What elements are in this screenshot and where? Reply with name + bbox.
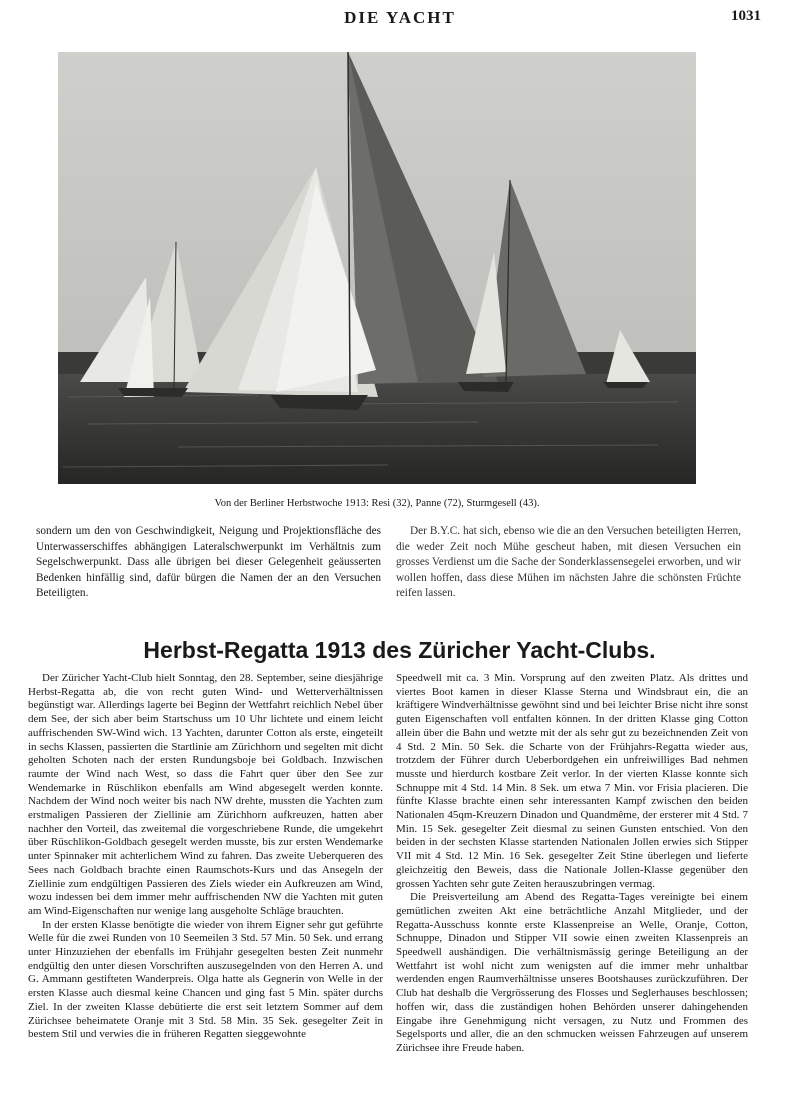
- running-head: [0, 8, 799, 32]
- article-paragraph: Speedwell mit ca. 3 Min. Vorsprung auf den zweiten Platz. Als drittes und viertes Boot kamen in dieser Klasse Sterna und Windsbraut ein, die an kräftigere Windverhältnisse gewöhnt sind und bei leichter Brise nicht ihre sonst guten Eigenschaften voll entfalten können. In der dritten Klasse ging Cotton allein über die Bahn und wetzte mit der als sehr gut zu bezeichnenden Zeit von 4 Std. 2 Min. 50 Sek. die Scharte von der Frühjahrs-Regatta wieder aus, trotzdem der Führer durch Ueberbordgehen ein unfreiwilliges Bad nehmen musste und hierdurch kostbare Zeit verlor. In der vierten Klasse konnte sich Schnuppe mit 4 Std. 14 Min. 8 Sek. um etwa 7 Min. vor Frisia placieren. Die fünfte Klasse brachte einen sehr interessanten Kampf zwischen den beiden Nationalen 45qm-Kreuzern Dinadon und Quandmême, der ersterer mit 4 Std. 7 Min. 15 Sek. gesegelter Zeit diesmal zu seinen Gunsten entschied. Von den beiden in der sechsten Klasse startenden Nationalen Jollen erwies sich Stipper VII mit 4 Std. 12 Min. 16 Sek. gesegelter Zeit Stine überlegen und lieferte gleichzeitig den Beweis, dass die Nationale Jollen-Klasse gegenüber den grossen Yachten sehr gute Zeiten herauszubringen vermag.: [396, 672, 748, 890]
- running-title: DIE YACHT: [344, 8, 456, 27]
- article-paragraph: Der Züricher Yacht-Club hielt Sonntag, den 28. September, seine diesjährige Herbst-Regatta ab, die von recht guten Wind- und Wetterverhältnissen begünstigt war. Allerdings lagerte bei Beginn der Wettfahrt reichlich Nebel über dem See, der sich aber beim Startschuss um 10 Uhr lichtete und einem leicht auffrischenden SW-Wind wich. 13 Yachten, darunter Cotton als erste, eingeteilt in sechs Klassen, passierten die Startlinie am Zürichhorn und segelten mit dicht geholten Schoten nach der ersten Rundungsboje bei Goldbach. Inzwischen raumte der Wind nach West, so dass die Fahrt quer über den See zur Wendemarke in Rüschlikon ebenfalls am Wind abgesegelt werden konnte. Nachdem der Wind noch weiter bis nach NW drehte, mussten die Yachten zum erstmaligen Passieren der Ziellinie am Zürichhorn aufkreuzen, hatten aber nachher den Vorteil, das zweitemal die vorgeschriebene Runde, die umgekehrt über Rüschlikon-Goldbach gesegelt werden musste, bis zur ersten Wendemarke unter Spinnaker mit achterlichem Wind zu fahren. Das zweite Ueberqueren des Sees nach Goldbach brachte einen Raumschots-Kurs und das Ansegeln der Ziellinie zum endgültigen Passieren des Ziels wieder ein Aufkreuzen am Wind, wozu indessen bei dem immer mehr auffrischenden NW die Yachten mit guten am Wind-Eigenschaften nur wenige lang ausgeholte Schläge brauchten.: [28, 672, 383, 917]
- sailboats-illustration: [58, 52, 696, 484]
- article-paragraph: In der ersten Klasse benötigte die wieder von ihrem Eigner sehr gut geführte Welle für die zwei Runden von 10 Seemeilen 3 Std. 57 Min. 50 Sek. und errang unter Hinzuziehen der ebenfalls im Frühjahr gesegelten besten Zeit nunmehr endgültig den unter diesen Vorschriften auszusegelnden von den Herren A. und G. Ammann gestifteten Wanderpreis. Olga hatte als Gegnerin von Welle in der ersten Klasse auch diesmal keine Chancen und ging fast 5 Min. später durchs Ziel. In der zweiten Klasse debütierte die erst seit letztem Sommer auf dem Zürichsee beheimatete Oranje mit 3 Std. 58 Min. 35 Sek. gesegelter Zeit in bestem Stil und verwies die in früheren Regatten sieggewohnte: [28, 918, 383, 1041]
- article-title: Herbst-Regatta 1913 des Züricher Yacht-Clubs.: [143, 637, 656, 663]
- upper-right-column: [396, 524, 741, 602]
- article-left-column: [28, 672, 383, 1042]
- article-paragraph: Die Preisverteilung am Abend des Regatta-Tages vereinigte bei einem gemütlichen zweiten Akt eine beträchtliche Anzahl Mitglieder, und der Regatta-Ausschuss konnte erste Klassenpreise an Welle, Oranje, Cotton, Schnuppe, Dinadon und Stipper VII sowie einen zweiten Klassenpreis an Speedwell aushändigen. Die verhältnismässig geringe Beteiligung an der Wettfahrt ist wohl nicht zum wenigsten auf die immer mehr unhaltbar werdenden engen Raumverhältnisse unseres Bootshauses zurückzuführen. Der Club hat deshalb die Vergrösserung des Flosses und Seglerhauses beschlossen; hoffen wir, dass die zuständigen hohen Behörden unserer dahingehenden Eingabe ihre Genehmigung nicht versagen, zu Nutz und Frommen des Segelsports und aller, die an den schmucken weissen Fahrzeugen auf unserem Zürichsee ihre Freude haben.: [396, 891, 748, 1054]
- regatta-photograph: [58, 52, 696, 484]
- page-number: 1031: [731, 8, 761, 24]
- upper-left-paragraph: sondern um den von Geschwindigkeit, Neigung und Projektionsfläche des Unterwasserschiffes abhängigen Lateralschwerpunkt im Verhältnis zum Segelschwerpunkt. Dass alle übrigen bei dieser Gelegenheit geäusserten Bedenken hinfällig sind, dafür bürgen die Namen der an den Versuchen Beteiligten.: [36, 525, 381, 600]
- photo-caption: Von der Berliner Herbstwoche 1913: Resi (32), Panne (72), Sturmgesell (43).: [214, 498, 540, 509]
- article-right-column: [396, 672, 748, 1056]
- upper-left-column: [36, 524, 381, 602]
- upper-right-paragraph: Der B.Y.C. hat sich, ebenso wie die an den Versuchen beteiligten Herren, die weder Zeit noch Mühe gescheut haben, mit diesen Versuchen ein grosses Verdienst um die Sache der Sonderklassensegelei erworben, und wir wollen hoffen, dass diese Mühen im nächsten Jahre die schönsten Früchte reifen lassen.: [396, 525, 741, 600]
